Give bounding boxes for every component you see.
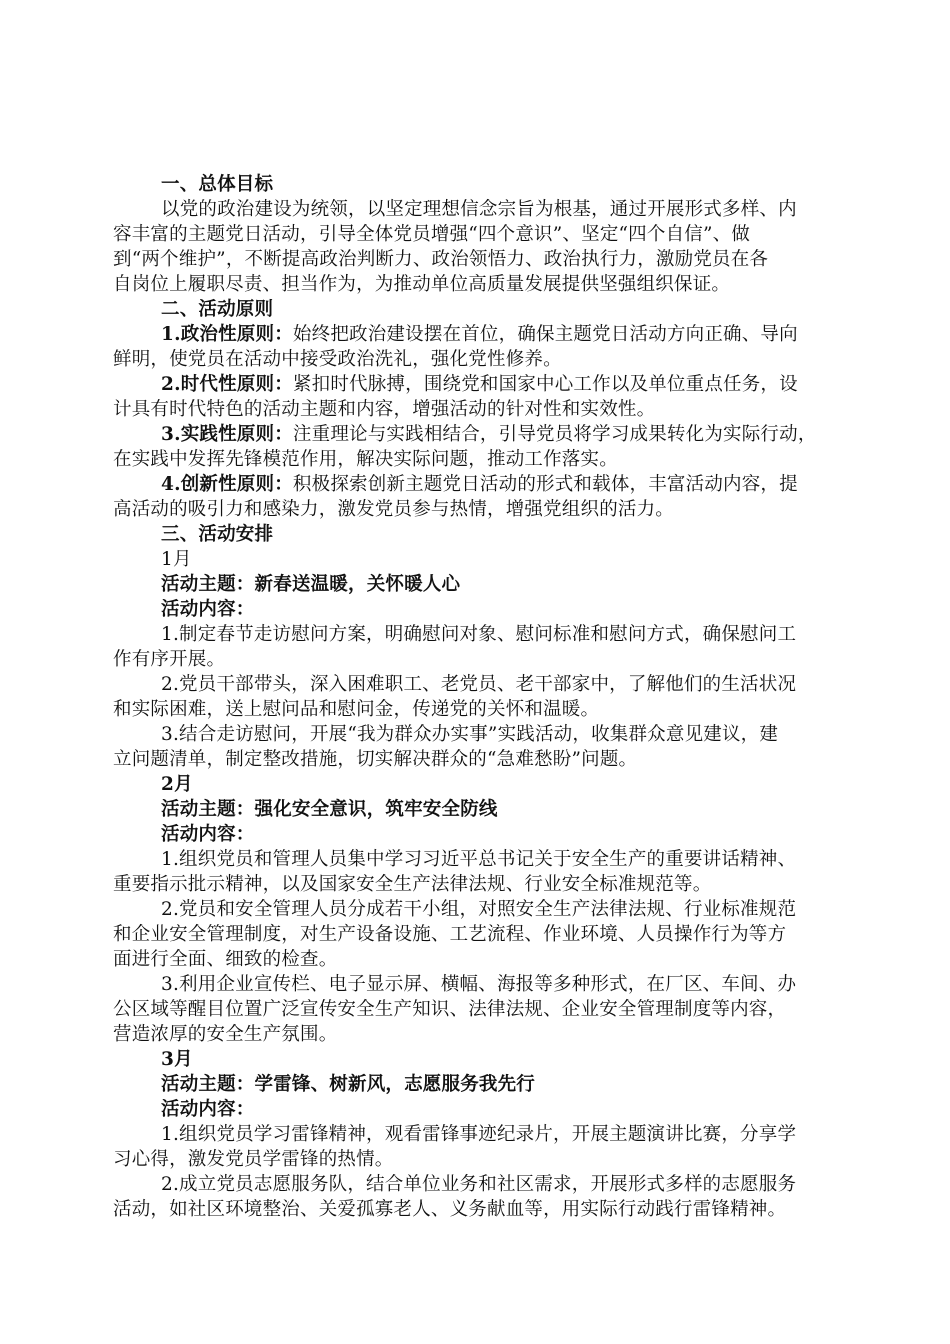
list-item-continuation: 习心得，激发党员学雷锋的热情。	[113, 1149, 394, 1170]
list-item: 2.党员和安全管理人员分成若干小组，对照安全生产法律法规、行业标准规范	[161, 899, 797, 920]
list-item: 2.党员干部带头，深入困难职工、老党员、老干部家中，了解他们的生活状况	[161, 674, 797, 695]
activity-content-label: 活动内容：	[161, 599, 255, 620]
principle-item	[113, 422, 830, 447]
list-item-continuation: 和实际困难，送上慰问品和慰问金，传递党的关怀和温暖。	[113, 699, 600, 720]
paragraph-line: 高活动的吸引力和感染力，激发党员参与热情，增强党组织的活力。	[113, 499, 675, 520]
list-item: 3.利用企业宣传栏、电子显示屏、横幅、海报等多种形式，在厂区、车间、办	[161, 974, 797, 995]
paragraph-line: 容丰富的主题党日活动，引导全体党员增强“四个意识”、坚定“四个自信”、做	[113, 224, 751, 245]
activity-theme: 活动主题：强化安全意识，筑牢安全防线	[161, 799, 498, 820]
list-item-continuation: 面进行全面、细致的检查。	[113, 949, 338, 970]
paragraph-line: 自岗位上履职尽责、担当作为，为推动单位高质量发展提供坚强组织保证。	[113, 274, 731, 295]
paragraph-line: 到“两个维护”，不断提高政治判断力、政治领悟力、政治执行力，激励党员在各	[113, 249, 769, 270]
month-heading: 1月	[161, 549, 192, 570]
list-item-continuation: 活动，如社区环境整治、关爱孤寡老人、义务献血等，用实际行动践行雷锋精神。	[113, 1199, 787, 1220]
list-item-continuation: 公区域等醒目位置广泛宣传安全生产知识、法律法规、企业安全管理制度等内容，	[113, 999, 787, 1020]
paragraph-line: 以党的政治建设为统领，以坚定理想信念宗旨为根基，通过开展形式多样、内	[161, 199, 797, 220]
list-item-continuation: 作有序开展。	[113, 649, 226, 670]
section-heading-goal: 一、总体目标	[161, 174, 274, 195]
principle-text: 始终把政治建设摆在首位，确保主题党日活动方向正确、导向	[292, 324, 798, 345]
month-heading: 3月	[161, 1049, 193, 1070]
principle-text: 注重理论与实践相结合，引导党员将学习成果转化为实际行动，	[292, 424, 817, 445]
principle-label: 4.创新性原则：	[161, 474, 293, 495]
list-item: 2.成立党员志愿服务队，结合单位业务和社区需求，开展形式多样的志愿服务	[161, 1174, 797, 1195]
section-heading-schedule: 三、活动安排	[161, 524, 274, 545]
list-item: 1.制定春节走访慰问方案，明确慰问对象、慰问标准和慰问方式，确保慰问工	[161, 624, 797, 645]
principle-label: 3.实践性原则：	[161, 424, 293, 445]
activity-content-label: 活动内容：	[161, 824, 255, 845]
paragraph-line: 计具有时代特色的活动主题和内容，增强活动的针对性和实效性。	[113, 399, 656, 420]
list-item: 3.结合走访慰问，开展“我为群众办实事”实践活动，收集群众意见建议，建	[161, 724, 779, 745]
list-item-continuation: 营造浓厚的安全生产氛围。	[113, 1024, 338, 1045]
principle-item	[113, 472, 830, 497]
paragraph-line: 鲜明，使党员在活动中接受政治洗礼，强化党性修养。	[113, 349, 562, 370]
paragraph-line: 在实践中发挥先锋模范作用，解决实际问题，推动工作落实。	[113, 449, 618, 470]
list-item-continuation: 立问题清单，制定整改措施，切实解决群众的“急难愁盼”问题。	[113, 749, 638, 770]
section-heading-principles: 二、活动原则	[161, 299, 274, 320]
activity-content-label: 活动内容：	[161, 1099, 255, 1120]
activity-theme: 活动主题：学雷锋、树新风，志愿服务我先行	[161, 1074, 536, 1095]
principle-label: 2.时代性原则：	[161, 374, 293, 395]
principle-label: 1.政治性原则：	[161, 324, 293, 345]
list-item: 1.组织党员和管理人员集中学习习近平总书记关于安全生产的重要讲话精神、	[161, 849, 797, 870]
list-item-continuation: 和企业安全管理制度，对生产设备设施、工艺流程、作业环境、人员操作行为等方	[113, 924, 787, 945]
principle-text: 紧扣时代脉搏，围绕党和国家中心工作以及单位重点任务，设	[292, 374, 798, 395]
month-heading: 2月	[161, 774, 193, 795]
principle-item	[113, 372, 830, 397]
document-body	[113, 172, 830, 1222]
principle-item	[113, 322, 830, 347]
list-item: 1.组织党员学习雷锋精神，观看雷锋事迹纪录片，开展主题演讲比赛，分享学	[161, 1124, 797, 1145]
list-item-continuation: 重要指示批示精神，以及国家安全生产法律法规、行业安全标准规范等。	[113, 874, 712, 895]
principle-text: 积极探索创新主题党日活动的形式和载体，丰富活动内容，提	[292, 474, 798, 495]
activity-theme: 活动主题：新春送温暖，关怀暖人心	[161, 574, 461, 595]
